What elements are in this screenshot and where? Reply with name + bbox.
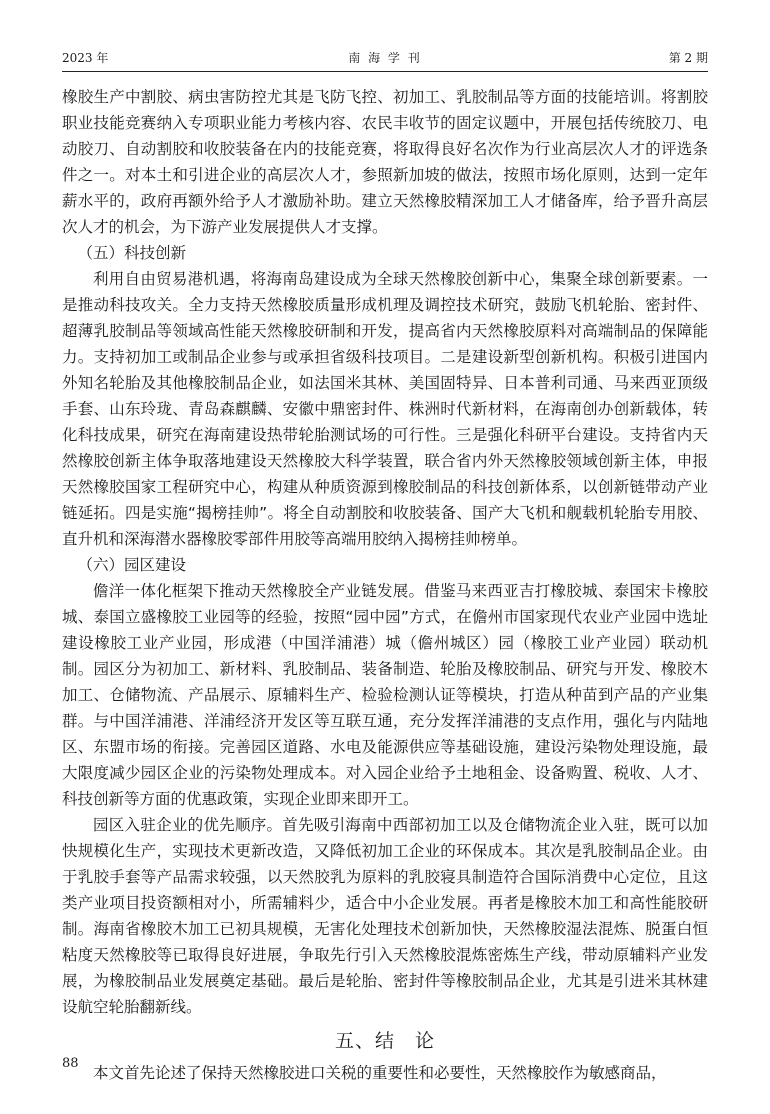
paragraph-tech-innovation: 利用自由贸易港机遇，将海南岛建设成为全球天然橡胶创新中心，集聚全球创新要素。一是推动科技攻关。全力支持天然橡胶质量形成机理及调控技术研究，鼓励飞机轮胎、密封件、超薄乳胶制品等领域高性能天然橡胶研制和开发，提高省内天然橡胶原料对高端制品的保障能力。支持初加工或制品企业参与或承担省级科技项目。二是建设新型创新机构。积极引进国内外知名轮胎及其他橡胶制品企业，如法国米其林、美国固特异、日本普利司通、马来西亚顶级手套、山东玲珑、青岛森麒麟、安徽中鼎密封件、株洲时代新材料，在海南创办创新载体，转化科技成果，研究在海南建设热带轮胎测试场的可行性。三是强化科研平台建设。支持省内天然橡胶创新主体争取落地建设天然橡胶大科学装置，联合省内外天然橡胶领域创新主体，申报天然橡胶国家工程研究中心，构建从种质资源到橡胶制品的科技创新体系，以创新链带动产业链延拓。四是实施“揭榜挂帅”。将全自动割胶和收胶装备、国产大飞机和舰载机轮胎专用胶、直升机和深海潜水器橡胶零部件用胶等高端用胶纳入揭榜挂帅榜单。 (62, 270, 708, 548)
header-rule (62, 71, 708, 72)
header-journal-title: 南 海 学 刊 (348, 51, 422, 65)
paragraph-continuation: 橡胶生产中割胶、病虫害防控尤其是飞防飞控、初加工、乳胶制品等方面的技能培训。将割胶职业技能竞赛纳入专项职业能力考核内容、农民丰收节的固定议题中，开展包括传统胶刀、电动胶刀、自动割胶和收胶装备在内的技能竞赛，将取得良好名次作为行业高层次人才的评选条件之一。对本土和引进企业的高层次人才，参照新加坡的做法，按照市场化原则，达到一定年薪水平的，政府再额外给予人才激励补助。建立天然橡胶精深加工人才储备库，给予晋升高层次人才的机会，为下游产业发展提供人才支撑。 (62, 88, 708, 236)
section-heading-conclusion: 五、结 论 (334, 1030, 435, 1052)
header-year: 2023 年 (62, 51, 109, 65)
subheading-park-construction: （六）园区建设 (77, 556, 187, 574)
paragraph-park-construction: 儋洋一体化框架下推动天然橡胶全产业链发展。借鉴马来西亚吉打橡胶城、泰国宋卡橡胶城、泰国立盛橡胶工业园等的经验，按照“园中园”方式，在儋州市国家现代农业产业园中选址建设橡胶工业产业园，形成港（中国洋浦港）城（儋州城区）园（橡胶工业产业园）联动机制。园区分为初加工、新材料、乳胶制品、装备制造、轮胎及橡胶制品、研究与开发、橡胶木加工、仓储物流、产品展示、原辅料生产、检验检测认证等模块，打造从种苗到产品的产业集群。与中国洋浦港、洋浦经济开发区等互联互通，充分发挥洋浦港的支点作用，强化与内陆地区、东盟市场的衔接。完善园区道路、水电及能源供应等基础设施，建设污染物处理设施，最大限度减少园区企业的污染物处理成本。对入园企业给予土地租金、设备购置、税收、人才、科技创新等方面的优惠政策，实现企业即来即开工。 (62, 582, 708, 808)
paragraph-conclusion: 本文首先论述了保持天然橡胶进口关税的重要性和必要性，天然橡胶作为敏感商品， (93, 1064, 667, 1082)
article-body (62, 84, 708, 1086)
paragraph-park-priority: 园区入驻企业的优先顺序。首先吸引海南中西部初加工以及仓储物流企业入驻，既可以加快规模化生产，实现技术更新改造，又降低初加工企业的环保成本。其次是乳胶制品企业。由于乳胶手套等产品需求较强，以天然胶乳为原料的乳胶寝具制造符合国际消费中心定位，且这类产业项目投资额相对小，所需辅料少，适合中小企业发展。再者是橡胶木加工和高性能胶研制。海南省橡胶木加工已初具规模，无害化处理技术创新加快，天然橡胶湿法混炼、脱蛋白恒粘度天然橡胶等已取得良好进展，争取先行引入天然橡胶混炼密炼生产线，带动原辅料产业发展，为橡胶制品业发展奠定基础。最后是轮胎、密封件等橡胶制品企业，尤其是引进米其林建设航空轮胎翻新线。 (62, 816, 708, 1016)
page-number: 88 (62, 1056, 79, 1071)
header-issue: 第 2 期 (668, 51, 708, 65)
running-header (62, 49, 708, 71)
subheading-tech-innovation: （五）科技创新 (77, 244, 187, 262)
